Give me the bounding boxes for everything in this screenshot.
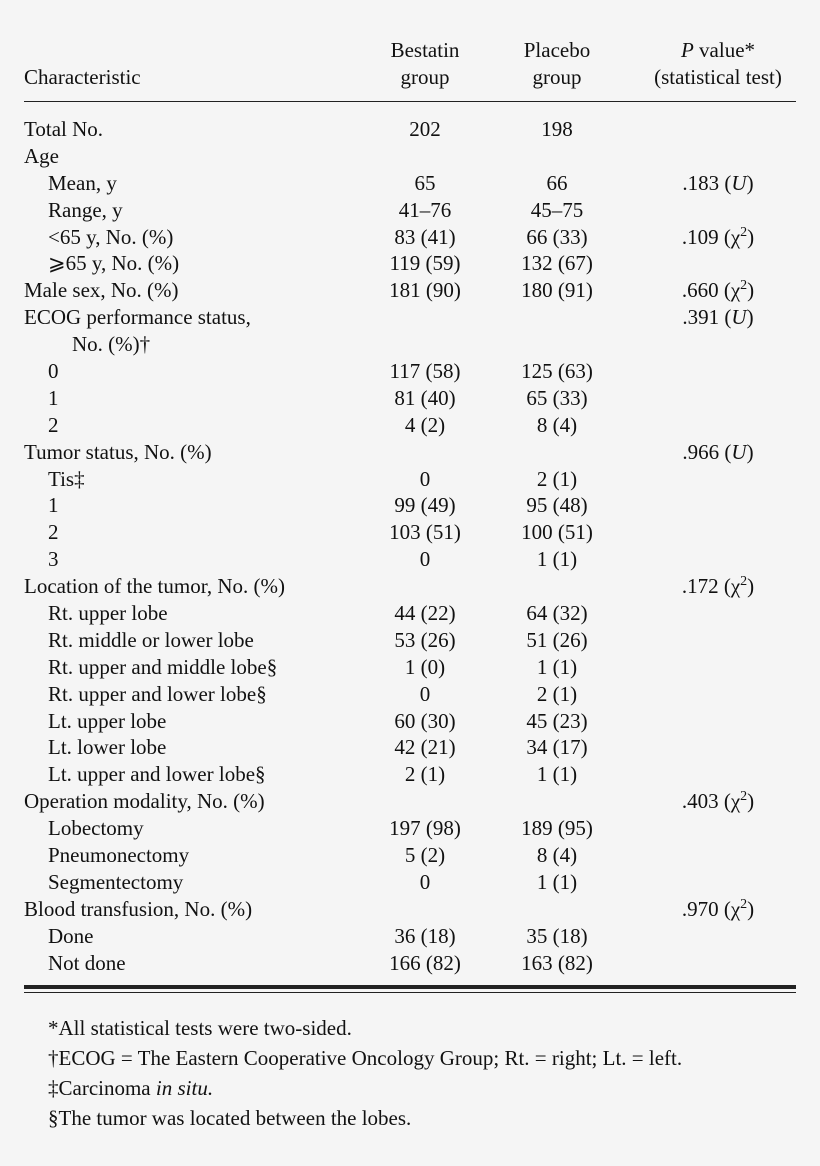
row-label: 1 [48,493,59,518]
footnote-4: §The tumor was located between the lobes. [48,1105,412,1130]
bestatin-value: 81 (40) [394,385,456,410]
table-header [24,36,796,102]
table-row [24,708,796,735]
bestatin-value: 5 (2) [404,843,446,868]
table-row [24,654,796,681]
row-label: 3 [48,547,59,572]
table-row [24,815,796,842]
bestatin-value: 41–76 [398,197,452,222]
table-row [24,304,796,331]
placebo-value: 45 (23) [526,708,588,733]
placebo-value: 1 (1) [536,869,578,894]
p-value: .403 $(\chi^2)$ [681,789,755,814]
table-row [24,519,796,546]
placebo-value: 65 (33) [526,385,588,410]
placebo-value: 34 (17) [526,735,588,760]
bestatin-value: 197 (98) [389,816,461,841]
placebo-value: 51 (26) [526,627,588,652]
row-label: Rt. middle or lower lobe [48,627,254,652]
placebo-value: 180 (91) [521,278,593,303]
header-placebo-line2: group [532,65,582,89]
table-row [24,788,796,815]
row-label: Age [24,143,59,168]
row-label: Lt. upper and lower lobe§ [48,762,266,787]
placebo-value: 1 (1) [536,762,578,787]
bestatin-value: 83 (41) [394,224,456,249]
bestatin-value: 0 [419,547,431,572]
placebo-value: 2 (1) [536,466,578,491]
bestatin-value: 4 (2) [404,412,446,437]
table-row [24,385,796,412]
header-characteristic: Characteristic [24,65,141,89]
table-row [24,331,796,358]
row-label: Lt. upper lobe [48,708,167,733]
bottom-thin-rule [24,992,796,993]
row-label: 0 [48,359,59,384]
bottom-thick-rule [24,985,796,989]
p-value: .109 $(\chi^2)$ [681,224,755,249]
placebo-value: 95 (48) [526,493,588,518]
row-label: Lobectomy [48,816,144,841]
placebo-value: 189 (95) [521,816,593,841]
bestatin-value: 65 [414,170,436,195]
table-row [24,573,796,600]
row-label: Male sex, No. (%) [24,278,179,303]
row-label: Rt. upper lobe [48,601,168,626]
bestatin-value: 0 [419,681,431,706]
placebo-value: 45–75 [530,197,584,222]
bestatin-value: 36 (18) [394,923,456,948]
placebo-value: 64 (32) [526,601,588,626]
table-row [24,197,796,224]
header-pvalue-line1 [636,37,800,64]
table-row [24,546,796,573]
table-row [24,869,796,896]
table-row [24,116,796,143]
bestatin-value: 0 [419,869,431,894]
p-value: .970 $(\chi^2)$ [681,896,755,921]
placebo-value: 2 (1) [536,681,578,706]
placebo-value: 100 (51) [521,520,593,545]
header-placebo [482,37,632,91]
placebo-value: 198 [541,117,573,141]
bestatin-value: 53 (26) [394,627,456,652]
table-row [24,681,796,708]
bestatin-value: 2 (1) [404,762,446,787]
table-row [24,412,796,439]
p-value: .660 $(\chi^2)$ [681,278,755,303]
row-label: Not done [48,950,126,975]
bestatin-value: 103 (51) [389,520,461,545]
placebo-value: 8 (4) [536,843,578,868]
bestatin-value: 202 [409,117,441,141]
bestatin-value: 99 (49) [394,493,456,518]
p-value: .391 (U) [682,305,754,330]
placebo-value: 132 (67) [521,251,593,276]
table-row [24,734,796,761]
row-label: Rt. upper and lower lobe§ [48,681,267,706]
table-row [24,492,796,519]
placebo-value: 1 (1) [536,654,578,679]
row-label: No. (%)† [72,332,151,357]
header-bestatin-line1: Bestatin [390,38,460,62]
placebo-value: 163 (82) [521,950,593,975]
table-row [24,250,796,277]
bestatin-value: 44 (22) [394,601,456,626]
placebo-value: 125 (63) [521,359,593,384]
footnote-1: *All statistical tests were two-sided. [48,1015,352,1040]
placebo-value: 8 (4) [536,412,578,437]
header-bestatin-line2: group [400,65,450,89]
row-label: <65 y, No. (%) [48,224,174,249]
p-value: .966 (U) [682,439,754,464]
row-label: Pneumonectomy [48,843,190,868]
table-row [24,600,796,627]
bestatin-value: 181 (90) [389,278,461,303]
placebo-value: 66 [546,170,568,195]
bestatin-value: 1 (0) [404,654,446,679]
row-label: ECOG performance status, [24,305,251,330]
table-body [24,102,796,977]
p-value: .172 $(\chi^2)$ [681,574,755,599]
placebo-value: 35 (18) [526,923,588,948]
footnote-2: †ECOG = The Eastern Cooperative Oncology Group; Rt. = right; Lt. = left. [48,1045,683,1070]
table-row [24,224,796,251]
header-pvalue-p: P [680,38,694,62]
row-label: Tumor status, No. (%) [24,439,212,464]
table-row [24,439,796,466]
row-label: Done [48,923,94,948]
bestatin-value: 166 (82) [389,950,461,975]
row-label: Segmentectomy [48,869,184,894]
row-label: Range, y [48,197,123,222]
placebo-value: 1 (1) [536,547,578,572]
table-row [24,277,796,304]
bestatin-value: 60 (30) [394,708,456,733]
row-label: ⩾65 y, No. (%) [48,251,180,276]
table-row [24,170,796,197]
table-row [24,950,796,977]
header-pvalue-line2: (statistical test) [654,65,782,89]
table-row [24,358,796,385]
header-pvalue-rest: value* [693,38,756,62]
table-row [24,627,796,654]
row-label: Tis‡ [48,466,85,491]
header-bestatin [350,37,500,91]
bestatin-value: 119 (59) [389,251,461,276]
row-label: Mean, y [48,170,117,195]
table-row [24,466,796,493]
table-row [24,143,796,170]
characteristics-table [24,36,796,1133]
row-label: Location of the tumor, No. (%) [24,574,286,599]
row-label: Rt. upper and middle lobe§ [48,654,278,679]
header-pvalue [636,37,800,91]
row-label: 2 [48,520,59,545]
row-label: Blood transfusion, No. (%) [24,896,253,921]
table-row [24,761,796,788]
row-label: Lt. lower lobe [48,735,167,760]
p-value: .183 (U) [682,170,754,195]
bestatin-value: 117 (58) [389,359,461,384]
row-label: Total No. [24,117,104,141]
footnote-3: ‡Carcinoma in situ. [48,1075,214,1100]
table-row [24,842,796,869]
header-placebo-line1: Placebo [523,38,591,62]
bestatin-value: 0 [419,466,431,491]
table-row [24,923,796,950]
bestatin-value: 42 (21) [394,735,456,760]
placebo-value: 66 (33) [526,224,588,249]
row-label: 1 [48,385,59,410]
table-row [24,896,796,923]
row-label: 2 [48,412,59,437]
row-label: Operation modality, No. (%) [24,789,265,814]
footnotes [24,1013,796,1133]
